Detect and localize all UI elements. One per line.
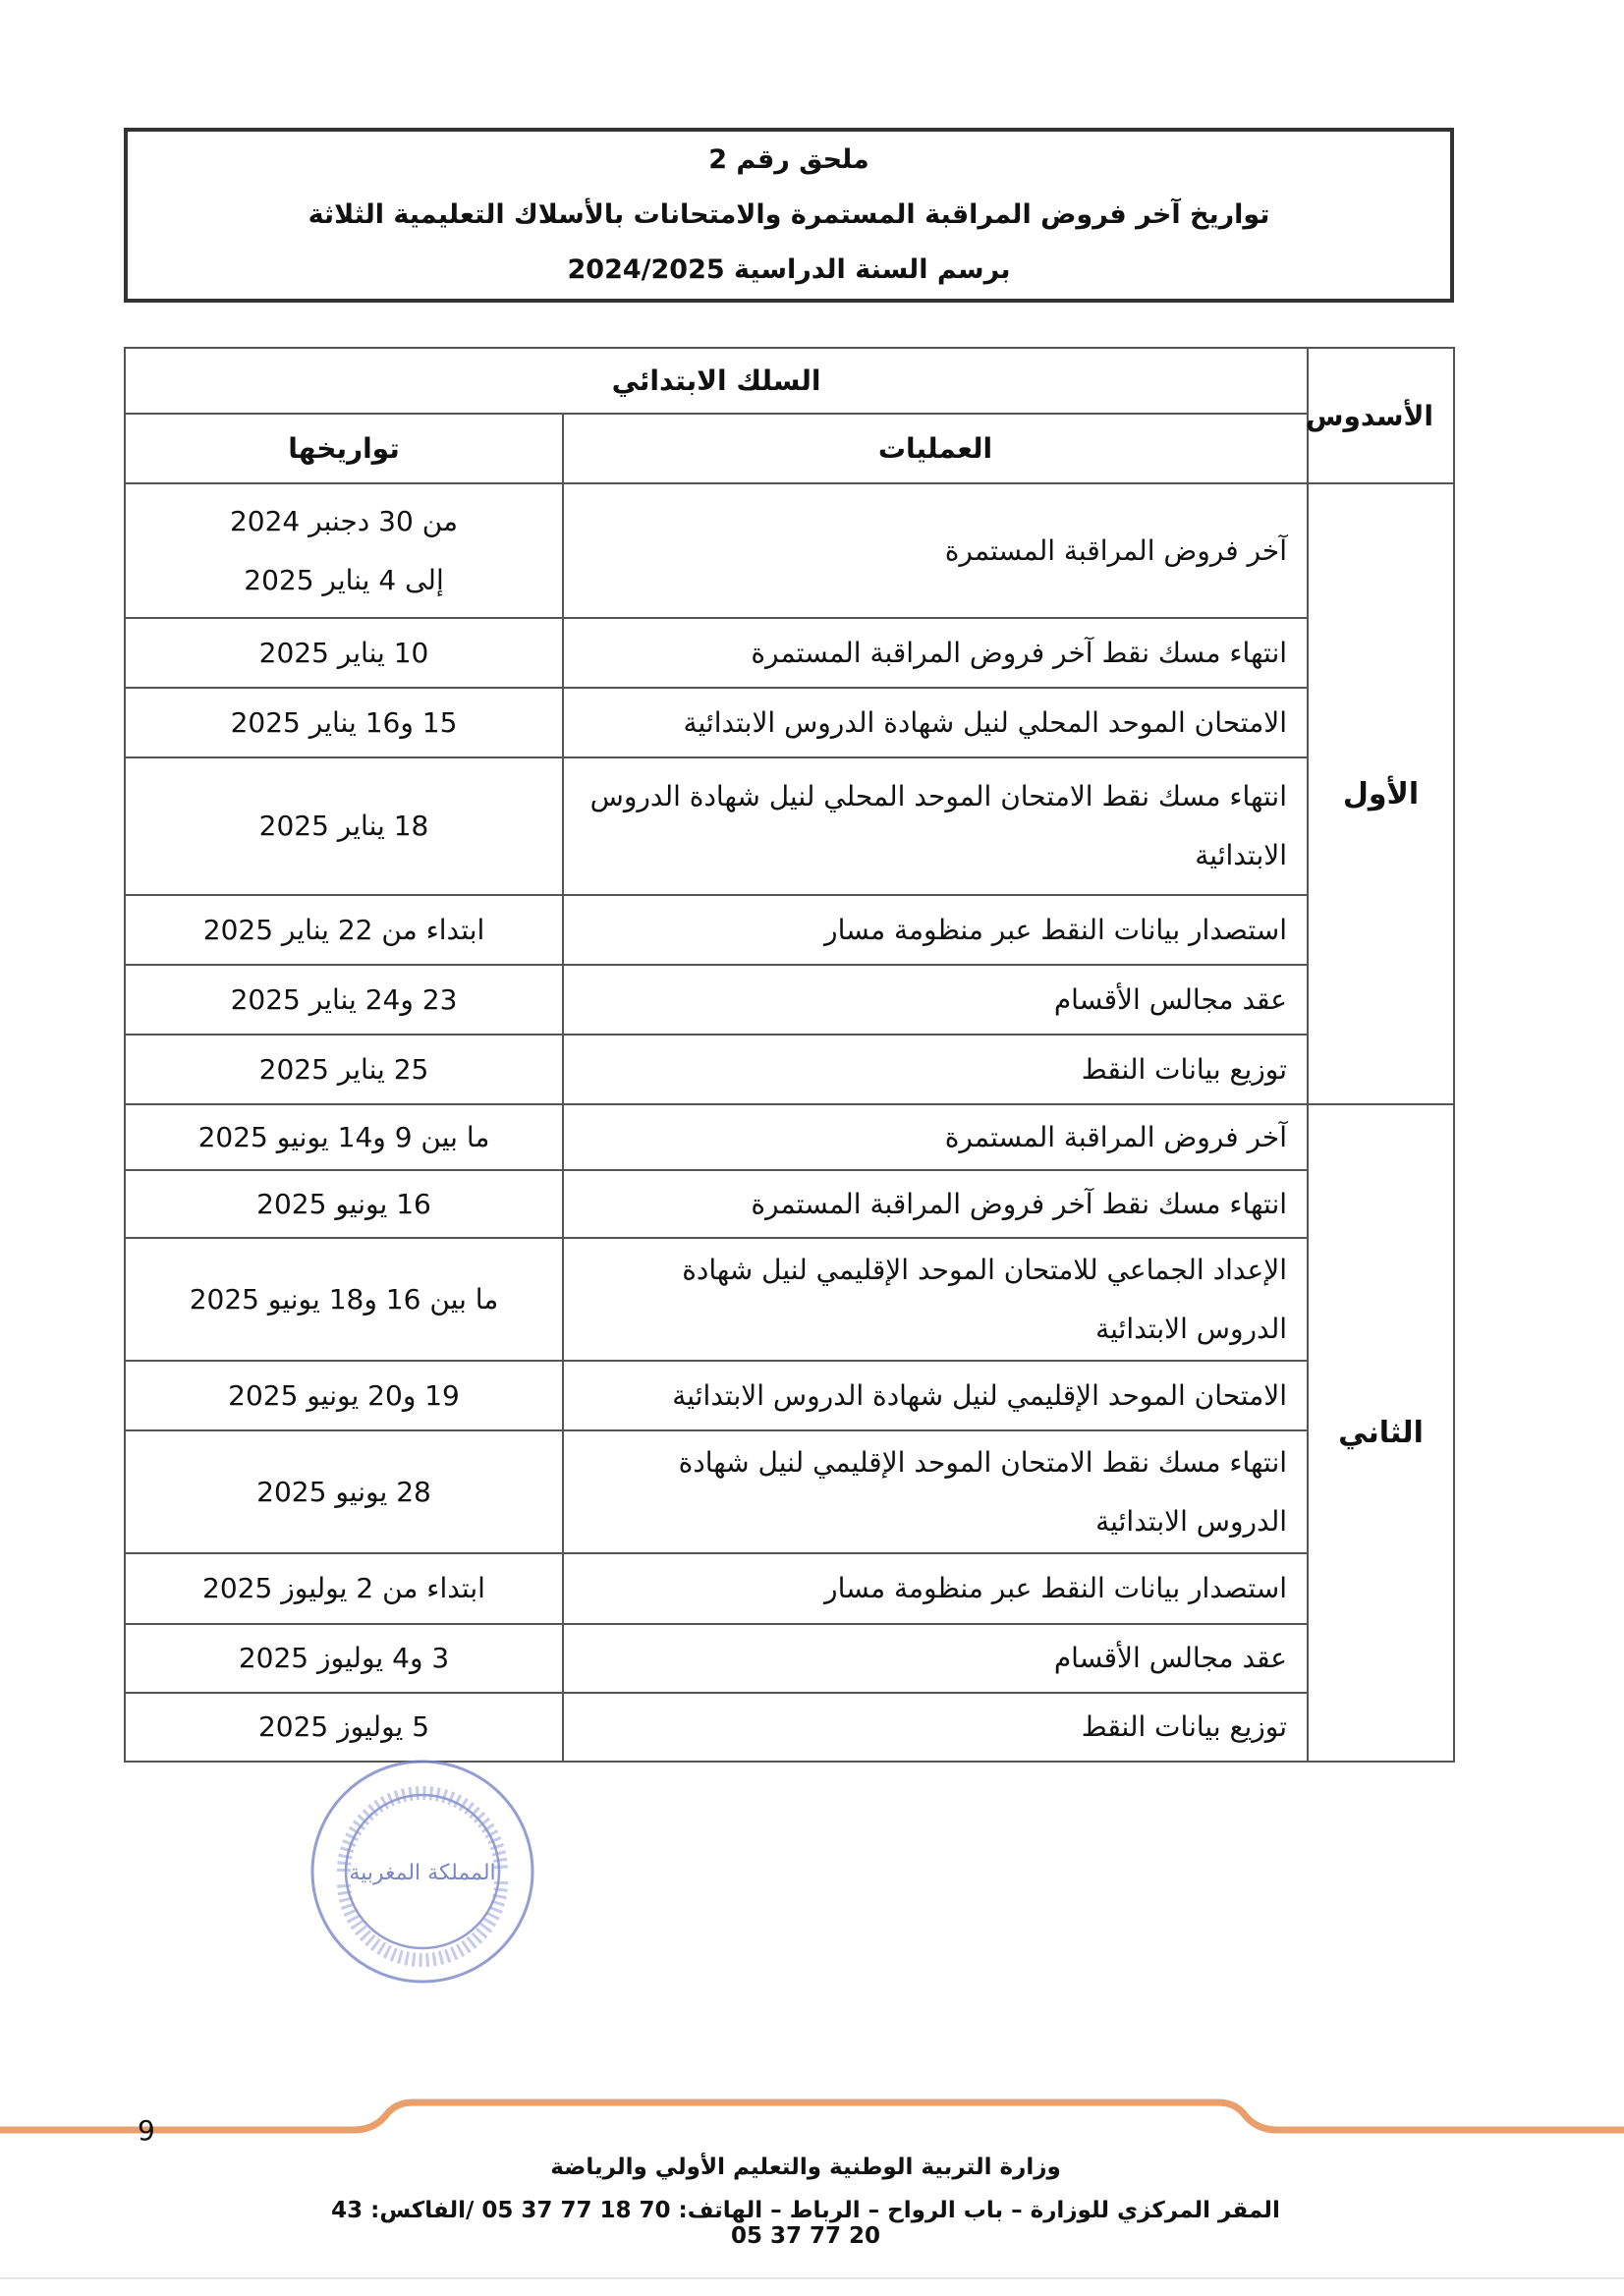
schedule-table [124,347,1455,1763]
date-line: إلى 4 يناير 2025 [244,563,444,596]
table-row [125,1553,1454,1624]
date-cell [125,1104,563,1170]
table-row [125,1170,1454,1238]
date-line: 23 و24 يناير 2025 [230,982,458,1016]
schedule-body [125,483,1454,1762]
table-row [125,483,1454,618]
operation-cell: عقد مجالس الأقسام [563,965,1308,1035]
date-cell [125,1693,563,1762]
cycle-header: السلك الابتدائي [125,348,1308,414]
operation-cell: توزيع بيانات النقط [563,1035,1308,1104]
date-cell [125,618,563,688]
date-line: 28 يونيو 2025 [256,1475,431,1508]
date-cell [125,1361,563,1430]
page-number: 9 [138,2114,155,2147]
semester-label: الأول [1308,483,1454,1104]
table-row [125,1430,1454,1553]
date-line: 25 يناير 2025 [258,1052,429,1086]
date-line: 19 و20 يونيو 2025 [228,1378,460,1412]
official-stamp [305,1754,540,1989]
operation-cell: آخر فروض المراقبة المستمرة [563,1104,1308,1170]
operation-cell: استصدار بيانات النقط عبر منظومة مسار [563,1553,1308,1624]
footer-address: المقر المركزي للوزارة – باب الرواح – الرباط – الهاتف: 70 18 77 37 05 /الفاكس: 43 20 77 37 05 [331,2198,1280,2249]
date-line: ما بين 16 و18 يونيو 2025 [189,1282,499,1316]
date-cell [125,1238,563,1361]
date-cell [125,1170,563,1238]
table-row [125,1035,1454,1104]
date-cell [125,895,563,965]
operation-cell: عقد مجالس الأقسام [563,1624,1308,1693]
table-row [125,965,1454,1035]
operation-cell: انتهاء مسك نقط آخر فروض المراقبة المستمرة [563,1170,1308,1238]
date-line: 16 يونيو 2025 [256,1187,431,1220]
date-line: 10 يناير 2025 [258,636,429,669]
operation-cell: انتهاء مسك نقط الامتحان الموحد الإقليمي لنيل شهادة الدروس الابتدائية [563,1430,1308,1553]
semester-column-header: الأسدوس [1308,348,1454,483]
document-title: تواريخ آخر فروض المراقبة المستمرة والامتحانات بالأسلاك التعليمية الثلاثة [308,199,1270,230]
date-cell [125,965,563,1035]
operation-cell: توزيع بيانات النقط [563,1693,1308,1762]
operations-column-header: العمليات [563,414,1308,483]
page-edge [0,2277,1624,2279]
date-cell [125,688,563,757]
table-row [125,1104,1454,1170]
date-line: من 30 دجنبر 2024 [229,504,459,537]
table-row [125,1361,1454,1430]
date-cell [125,1430,563,1553]
footer-ministry: وزارة التربية الوطنية والتعليم الأولي والرياضة [550,2155,1061,2180]
date-cell [125,1035,563,1104]
date-line: 15 و16 يناير 2025 [230,705,458,739]
table-row [125,1693,1454,1762]
date-line: 3 و4 يوليوز 2025 [238,1642,450,1674]
table-row [125,757,1454,895]
table-row [125,618,1454,688]
date-cell [125,757,563,895]
date-line: 5 يوليوز 2025 [257,1710,430,1743]
date-cell [125,1553,563,1624]
date-cell [125,1624,563,1693]
operation-cell: انتهاء مسك نقط الامتحان الموحد المحلي لنيل شهادة الدروس الابتدائية [563,757,1308,895]
date-line: ابتداء من 22 يناير 2025 [202,913,485,946]
operation-cell: انتهاء مسك نقط آخر فروض المراقبة المستمرة [563,618,1308,688]
semester-label: الثاني [1308,1104,1454,1762]
date-line: ما بين 9 و14 يونيو 2025 [197,1120,490,1153]
annex-header [124,128,1454,303]
dates-column-header: تواريخها [125,414,563,483]
table-row [125,895,1454,965]
table-row [125,1238,1454,1361]
footer-divider [0,2093,1624,2152]
operation-cell: استصدار بيانات النقط عبر منظومة مسار [563,895,1308,965]
operation-cell: الامتحان الموحد الإقليمي لنيل شهادة الدروس الابتدائية [563,1361,1308,1430]
operation-cell: الامتحان الموحد المحلي لنيل شهادة الدروس الابتدائية [563,688,1308,757]
annex-number: ملحق رقم 2 [708,144,869,175]
date-line: ابتداء من 2 يوليوز 2025 [202,1572,485,1604]
date-line: 18 يناير 2025 [258,810,429,842]
stamp-text: المملكة المغربية [349,1861,496,1885]
school-year: برسم السنة الدراسية 2024/2025 [567,254,1011,285]
operation-cell: آخر فروض المراقبة المستمرة [563,483,1308,618]
date-cell [125,483,563,618]
operation-cell: الإعداد الجماعي للامتحان الموحد الإقليمي لنيل شهادة الدروس الابتدائية [563,1238,1308,1361]
table-row [125,688,1454,757]
table-row [125,1624,1454,1693]
